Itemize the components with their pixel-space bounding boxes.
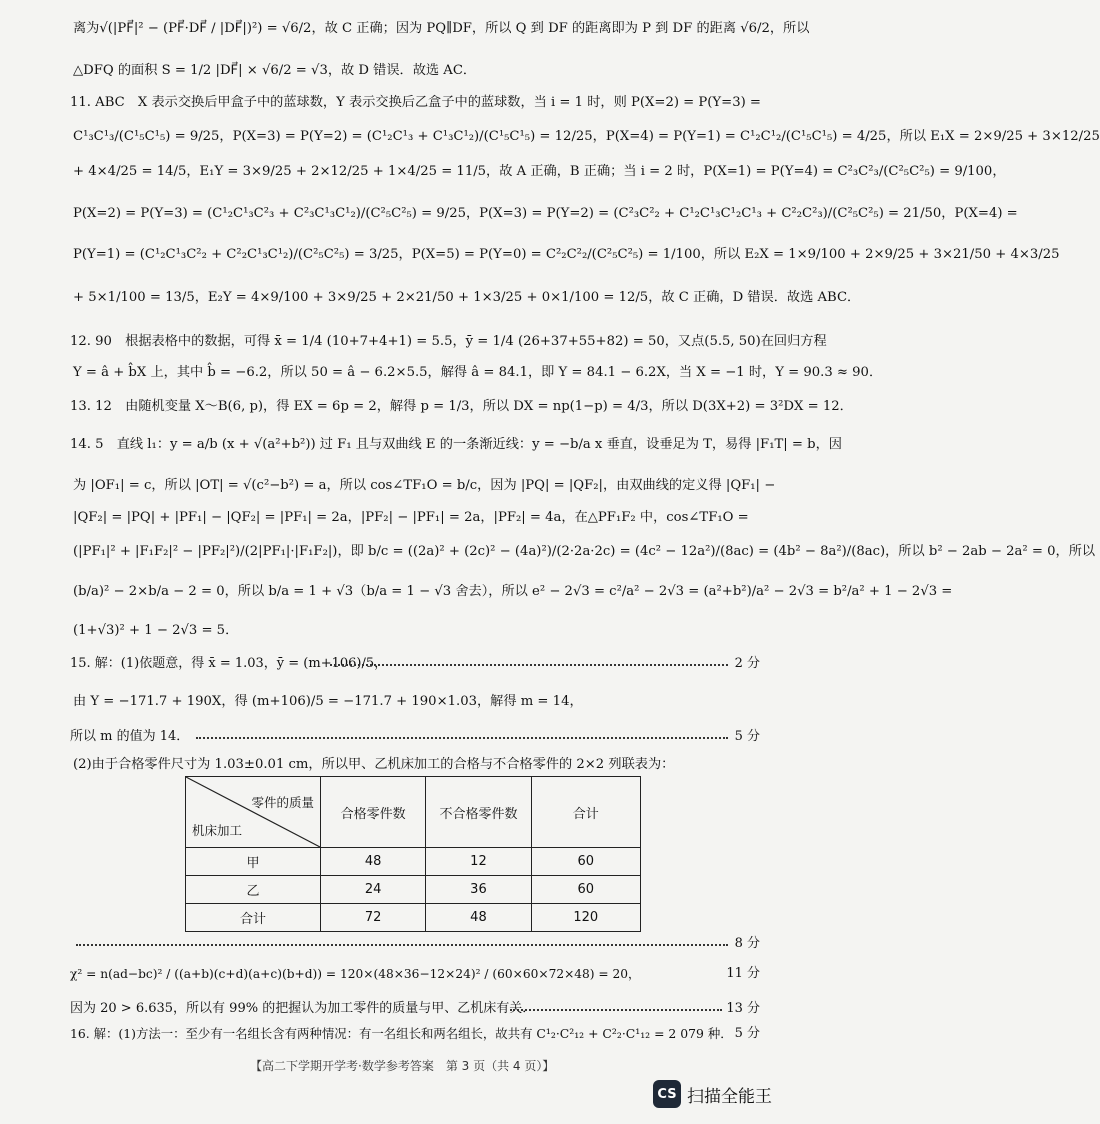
scanner-watermark bbox=[653, 1080, 772, 1108]
dotted-leader bbox=[196, 737, 728, 739]
dotted-leader bbox=[76, 944, 728, 946]
score-points: 13 分 bbox=[726, 1001, 760, 1016]
column-header: 合格零件数 bbox=[321, 777, 426, 848]
score-points: 2 分 bbox=[734, 656, 760, 671]
q15-conclusion: 因为 20 > 6.635，所以有 99% 的把握认为加工零件的质量与甲、乙机床有关． bbox=[70, 1001, 536, 1016]
table-cell: 120 bbox=[531, 904, 640, 932]
q14-line-6: (1+√3)² + 1 − 2√3 = 5． bbox=[73, 623, 239, 638]
contingency-table bbox=[185, 776, 641, 932]
q15-line-3: 所以 m 的值为 14． bbox=[70, 729, 190, 744]
table-cell: 48 bbox=[321, 848, 426, 876]
table-cell: 48 bbox=[426, 904, 531, 932]
scanner-app-name: 扫描全能王 bbox=[687, 1086, 772, 1107]
score-points: 8 分 bbox=[734, 936, 760, 951]
score-points: 5 分 bbox=[734, 729, 760, 744]
row-label: 乙 bbox=[186, 876, 321, 904]
dotted-leader bbox=[330, 664, 728, 666]
camscanner-logo-icon: CS bbox=[653, 1080, 681, 1108]
q10-line-2: △DFQ 的面积 S = 1/2 |DF⃗| × √6/2 = √3，故 D 错误．故选 AC． bbox=[73, 63, 477, 78]
table-row bbox=[186, 876, 641, 904]
table-row bbox=[186, 904, 641, 932]
q11-line-1: 11. ABC X 表示交换后甲盒子中的蓝球数，Y 表示交换后乙盒子中的蓝球数，当 i = 1 时，则 P(X=2) = P(Y=3) = bbox=[70, 95, 761, 110]
table-cell: 60 bbox=[531, 848, 640, 876]
q14-line-4: (|PF₁|² + |F₁F₂|² − |PF₂|²)/(2|PF₁|·|F₁F₂|)，即 b/c = ((2a)² + (2c)² − (4a)²)/(2·2a·2c) = (4c² − 12a²)/(8ac) = (4b² − 8a²)/(8ac)，所以 b² − 2ab − 2a² = 0，所以 bbox=[73, 544, 1096, 559]
score-points: 11 分 bbox=[726, 966, 760, 981]
table-cell: 72 bbox=[321, 904, 426, 932]
q11-line-2: C¹₃C¹₃/(C¹₅C¹₅) = 9/25，P(X=3) = P(Y=2) = (C¹₂C¹₃ + C¹₃C¹₂)/(C¹₅C¹₅) = 12/25，P(X=4) = P(Y=1) = C¹₂C¹₂/(C¹₅C¹₅) = 4/25，所以 E₁X = 2×9/25 + 3×12/25 bbox=[73, 129, 1100, 144]
q15-line-2: 由 Y = −171.7 + 190X，得 (m+106)/5 = −171.7 + 190×1.03，解得 m = 14， bbox=[73, 694, 583, 709]
table-cell: 24 bbox=[321, 876, 426, 904]
score-points: 5 分 bbox=[734, 1026, 760, 1041]
q11-line-5: P(Y=1) = (C¹₂C¹₃C²₂ + C²₂C¹₃C¹₂)/(C²₅C²₅) = 3/25，P(X=5) = P(Y=0) = C²₂C²₂/(C²₅C²₅) = 1/100，所以 E₂X = 1×9/100 + 2×9/25 + 3×21/50 + 4×3/25 bbox=[73, 247, 1060, 262]
dotted-leader bbox=[510, 1009, 722, 1011]
table-header-row bbox=[186, 777, 641, 848]
q10-line-1: 离为√(|PF⃗|² − (PF⃗·DF⃗ / |DF⃗|)²) = √6/2，故 C 正确；因为 PQ∥DF，所以 Q 到 DF 的距离即为 P 到 DF 的距离 √6/2，所以 bbox=[73, 21, 810, 36]
page-footer: 【高二下学期开学考·数学参考答案 第 3 页（共 4 页）】 bbox=[250, 1059, 555, 1073]
q11-line-4: P(X=2) = P(Y=3) = (C¹₂C¹₃C²₃ + C²₃C¹₃C¹₂)/(C²₅C²₅) = 9/25，P(X=3) = P(Y=2) = (C²₃C²₂ + C¹₂C¹₃C¹₂C¹₃ + C²₂C²₃)/(C²₅C²₅) = 21/50，P(X=4) = bbox=[73, 206, 1018, 221]
header-bottom-label: 机床加工 bbox=[192, 823, 243, 838]
q15-score-row-4 bbox=[70, 965, 760, 984]
q11-line-3: + 4×4/25 = 14/5，E₁Y = 3×9/25 + 2×12/25 + 1×4/25 = 11/5，故 A 正确，B 正确；当 i = 2 时，P(X=1) = P(Y=4) = C²₃C²₃/(C²₅C²₅) = 9/100， bbox=[73, 164, 1006, 179]
chi-square-formula: χ² = n(ad−bc)² / ((a+b)(c+d)(a+c)(b+d)) = 120×(48×36−12×24)² / (60×60×72×48) = 20， bbox=[70, 967, 641, 981]
q15-line-4: (2)由于合格零件尺寸为 1.03±0.01 cm，所以甲、乙机床加工的合格与不合格零件的 2×2 列联表为： bbox=[73, 757, 675, 772]
row-label: 合计 bbox=[186, 904, 321, 932]
table-cell: 60 bbox=[531, 876, 640, 904]
diagonal-header-cell bbox=[186, 777, 321, 848]
q16-score-row bbox=[70, 1025, 760, 1044]
q12-line-1: 12. 90 根据表格中的数据，可得 x̄ = 1/4 (10+7+4+1) = 5.5，ȳ = 1/4 (26+37+55+82) = 50，又点(5.5, 50)在回归方程 bbox=[70, 334, 827, 349]
q11-line-6: + 5×1/100 = 13/5，E₂Y = 4×9/100 + 3×9/25 + 2×21/50 + 1×3/25 + 0×1/100 = 12/5，故 C 正确，D 错误．故选 ABC． bbox=[73, 290, 861, 305]
header-top-label: 零件的质量 bbox=[251, 795, 314, 810]
q14-line-5: (b/a)² − 2×b/a − 2 = 0，所以 b/a = 1 + √3（b/a = 1 − √3 舍去），所以 e² − 2√3 = c²/a² − 2√3 = (a²+b²)/a² − 2√3 = b²/a² + 1 − 2√3 = bbox=[73, 584, 953, 599]
q14-line-3: |QF₂| = |PQ| + |PF₁| − |QF₂| = |PF₁| = 2a，|PF₂| − |PF₁| = 2a，|PF₂| = 4a，在△PF₁F₂ 中，cos∠TF₁O = bbox=[73, 510, 749, 525]
column-header: 合计 bbox=[531, 777, 640, 848]
table-cell: 12 bbox=[426, 848, 531, 876]
row-label: 甲 bbox=[186, 848, 321, 876]
q14-line-2: 为 |OF₁| = c，所以 |OT| = √(c²−b²) = a，所以 cos∠TF₁O = b/c，因为 |PQ| = |QF₂|，由双曲线的定义得 |QF₁| − bbox=[73, 478, 776, 493]
column-header: 不合格零件数 bbox=[426, 777, 531, 848]
q16-line-1: 16. 解：(1)方法一：至少有一名组长含有两种情况：有一名组长和两名组长，故共有 C¹₂·C²₁₂ + C²₂·C¹₁₂ = 2 079 种． bbox=[70, 1026, 733, 1041]
q12-line-2: Y = â + b̂X 上，其中 b̂ = −6.2，所以 50 = â − 6.2×5.5，解得 â = 84.1，即 Y = 84.1 − 6.2X，当 X = −1 时，Y = 90.3 ≈ 90． bbox=[73, 365, 883, 380]
q13-line: 13. 12 由随机变量 X～B(6, p)，得 EX = 6p = 2，解得 p = 1/3，所以 DX = np(1−p) = 4/3，所以 D(3X+2) = 3²DX = 12． bbox=[70, 399, 853, 414]
table-cell: 36 bbox=[426, 876, 531, 904]
table-row bbox=[186, 848, 641, 876]
q14-line-1: 14. 5 直线 l₁：y = a/b (x + √(a²+b²)) 过 F₁ 且与双曲线 E 的一条渐近线：y = −b/a x 垂直，设垂足为 T，易得 |F₁T| = b，因 bbox=[70, 437, 842, 452]
q15-line-1: 15. 解：(1)依题意，得 x̄ = 1.03，ȳ = (m+106)/5， bbox=[70, 656, 388, 671]
